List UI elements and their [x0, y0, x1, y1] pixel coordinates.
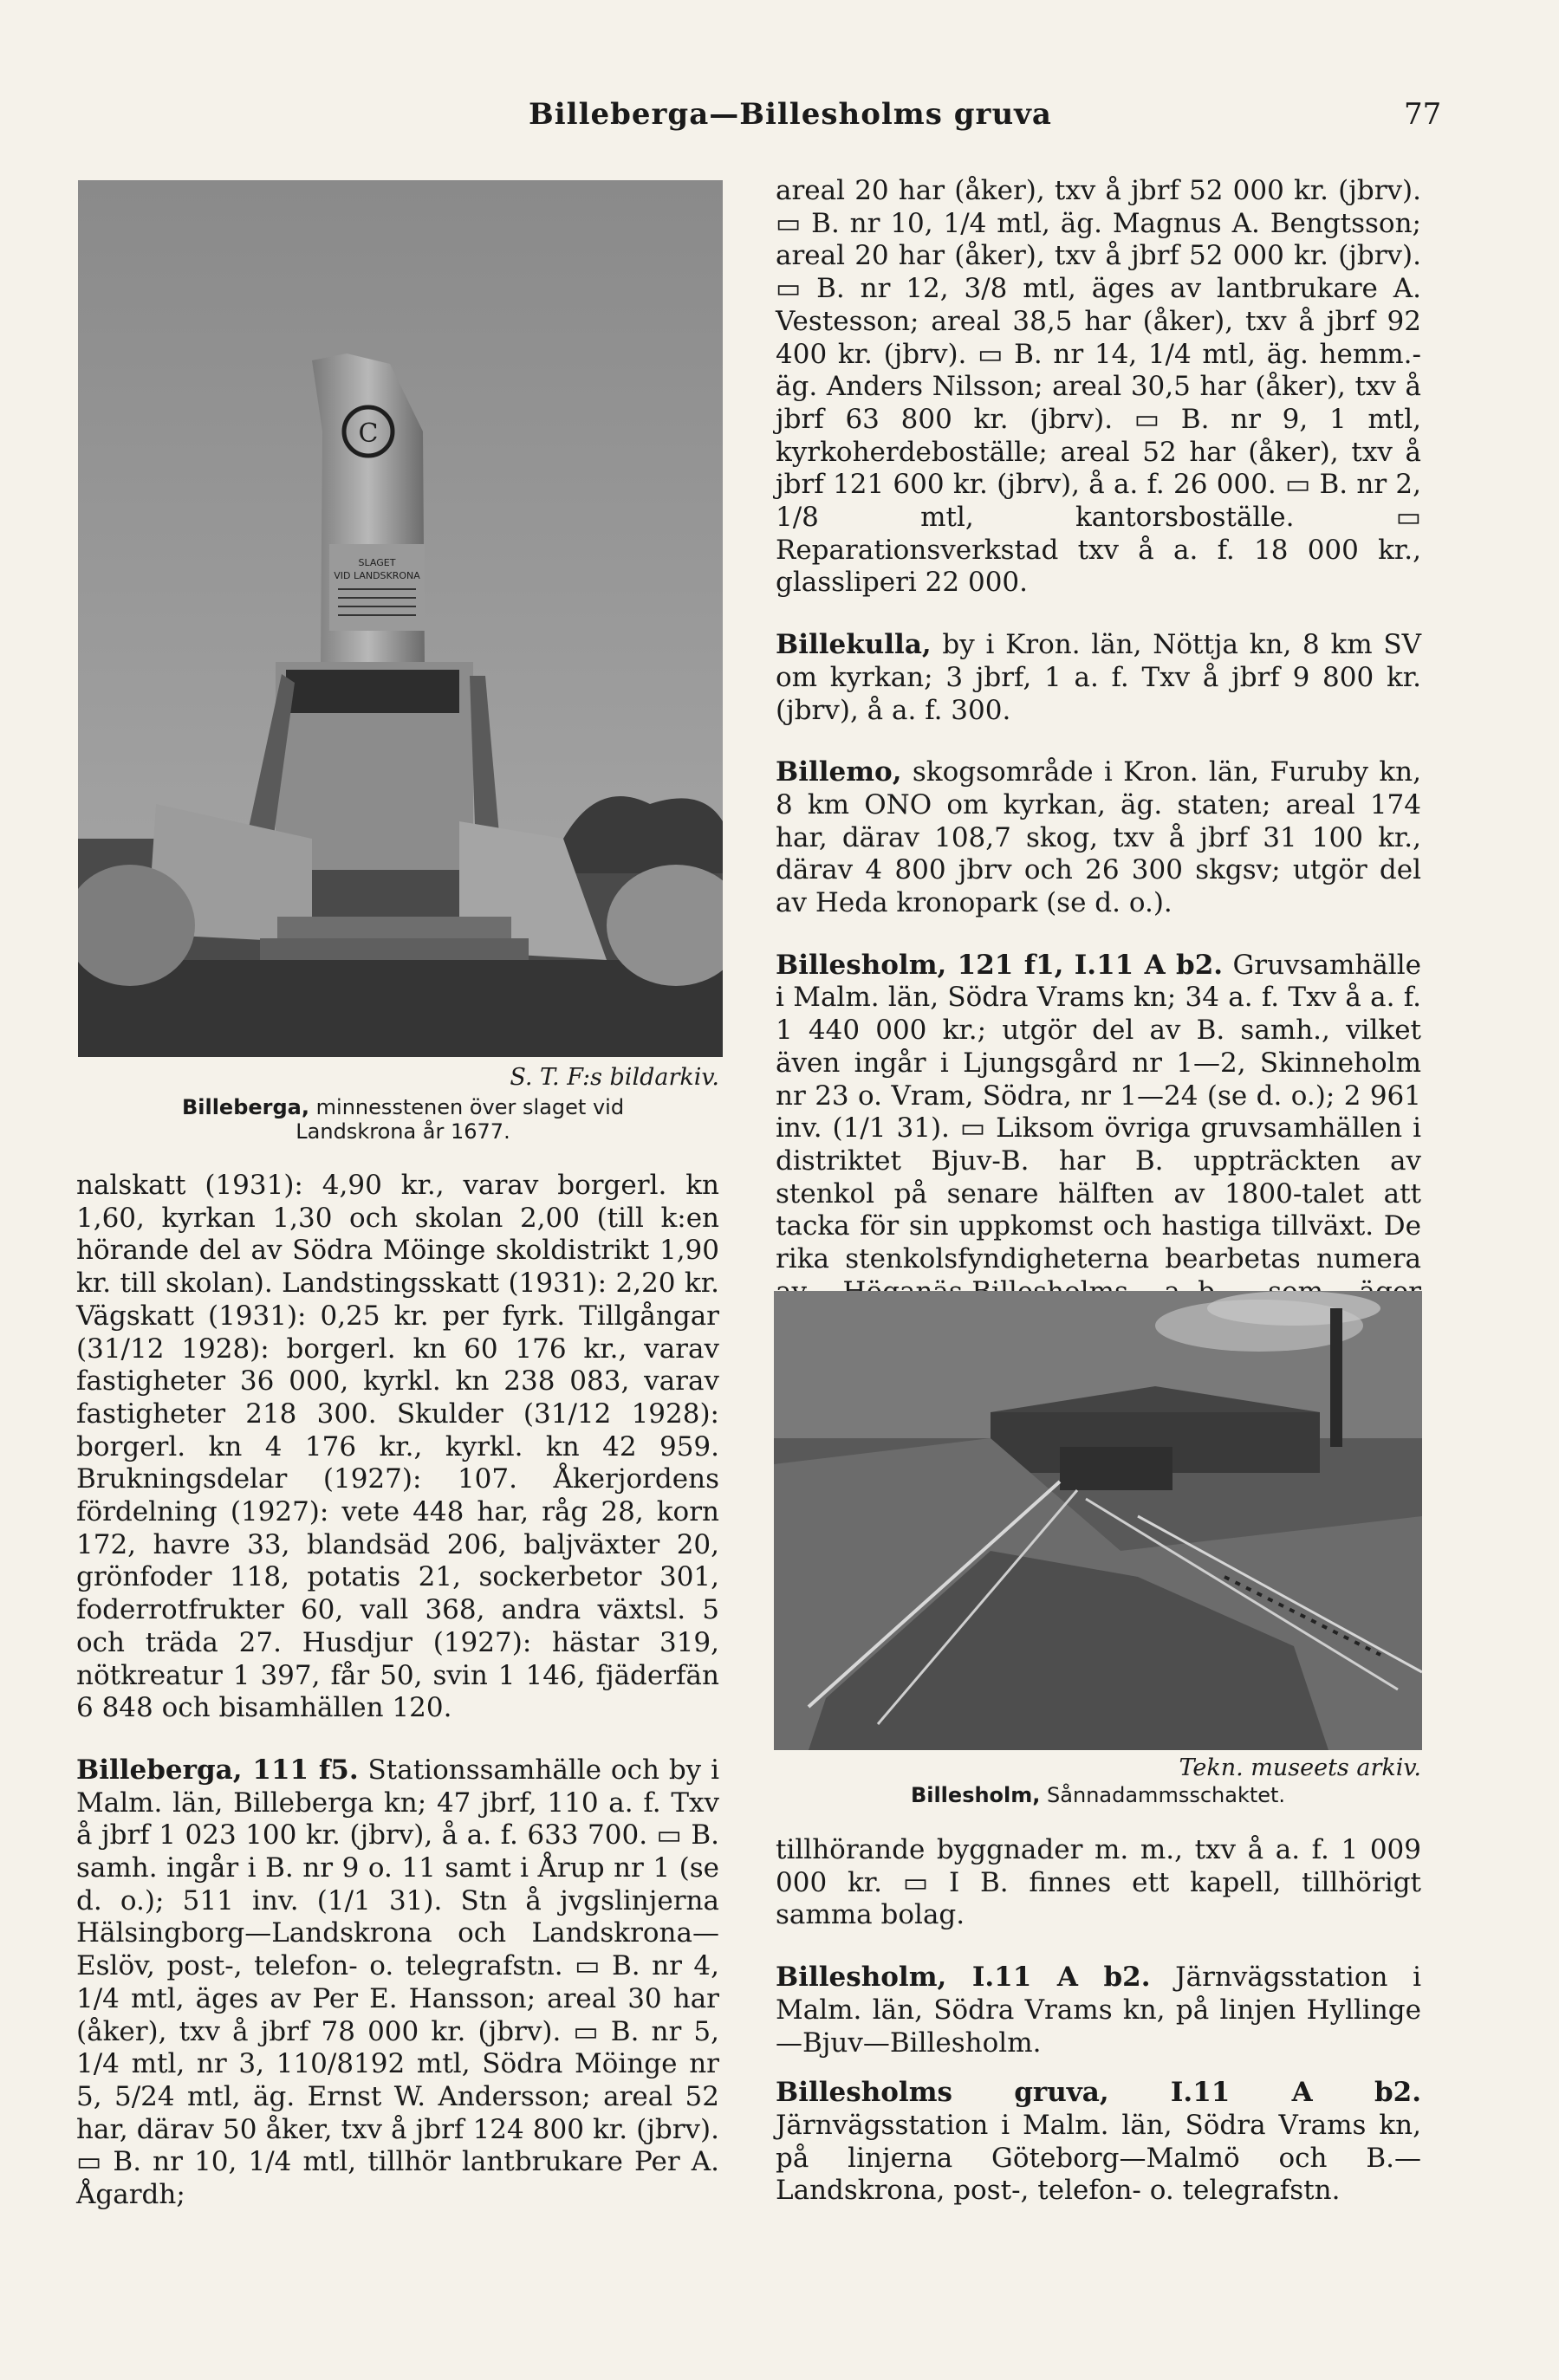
- caption-1-text: minnesstenen över slaget vid Landskrona år 1677.: [296, 1095, 625, 1144]
- photo-credit-1: S. T. F:s bildarkiv.: [510, 1064, 719, 1091]
- caption-1-title: Billeberga,: [181, 1095, 309, 1119]
- entry-billemo-text: skogsområde i Kron. län, Furuby kn, 8 km ONO om kyrkan, äg. staten; areal 174 har, därav 108,7 skog, txv å jbrf 31 100 kr., därav 4 800 jbrv och 26 300 skgsv; utgör del av Heda kronopark (se d. o.).: [776, 756, 1421, 919]
- left-paragraph-1: nalskatt (1931): 4,90 kr., varav borgerl. kn 1,60, kyrkan 1,30 och skolan 2,00 (till k:en hörande del av Södra Möinge skoldistrikt 1,90 kr. till skolan). Landstingsskatt (1931): 2,20 kr. Vägskatt (1931): 0,25 kr. per fyrk. Tillgångar (31/12 1928): borgerl. kn 60 176 kr., varav fastigheter 36 000, kyrkl. kn 238 083, varav fastigheter 218 300. Skulder (31/12 1928): borgerl. kn 4 176 kr., kyrkl. kn 42 959. Brukningsdelar (1927): 107. Åkerjordens fördelning (1927): vete 448 har, råg 28, korn 172, havre 33, blandsäd 206, baljväxter 20, grönfoder 118, potatis 21, sockerbetor 301, foderrotfrukter 60, vall 368, andra växtsl. 5 och träda 27. Husdjur (1927): hästar 319, nötkreatur 1 397, får 50, svin 1 146, fjäderfän 6 848 och bisamhällen 120.: [76, 1170, 719, 1724]
- entry-billesholms-gruva-text: Järnvägsstation i Malm. län, Södra Vrams kn, på linjerna Göteborg—Malmö och B.—Landskrona, post-, telefon- o. telegrafstn.: [776, 2109, 1421, 2207]
- entry-billekulla-head: Billekulla,: [776, 629, 932, 661]
- entry-billesholms-gruva-head: Billesholms gruva, I.11 A b2.: [776, 2077, 1421, 2109]
- entry-billeberga-text: Stationssamhälle och by i Malm. län, Billeberga kn; 47 jbrf, 110 a. f. Txv å jbrf 1 023 100 kr. (jbrv), å a. f. 633 700. ▭ B. samh. ingår i B. nr 9 o. 11 samt i Årup nr 1 (se d. o.); 511 inv. (1/1 31). Stn å jvgslinjerna Hälsingborg—Landskrona och Landskrona—Eslöv, post-, telefon- o. telegrafstn. ▭ B. nr 4, 1/4 mtl, äges av Per E. Hansson; areal 30 har (åker), txv å jbrf 78 000 kr. (jbrv). ▭ B. nr 5, 1/4 mtl, nr 3, 110/8192 mtl, Södra Möinge nr 5, 5/24 mtl, äg. Ernst W. Andersson; areal 52 har, därav 50 åker, txv å jbrf 124 800 kr. (jbrv). ▭ B. nr 10, 1/4 mtl, tillhör lantbrukare Per A. Ågardh;: [76, 1754, 719, 2211]
- entry-billesholm-head: Billesholm, 121 f1, I.11 A b2.: [776, 949, 1224, 981]
- caption-2-title: Billesholm,: [910, 1783, 1041, 1807]
- entry-billekulla: [776, 629, 1421, 727]
- entry-billesholm: [776, 950, 1421, 1341]
- entry-billekulla-text: by i Kron. län, Nöttja kn, 8 km SV om kyrkan; 3 jbrf, 1 a. f. Txv å jbrf 9 800 kr. (jbrv), å a. f. 300.: [776, 629, 1421, 726]
- entry-billesholm-station: [776, 1962, 1421, 2059]
- entry-billemo-head: Billemo,: [776, 756, 902, 788]
- caption-2-text: Sånnadammsschaktet.: [1047, 1783, 1286, 1807]
- left-column: [76, 1170, 719, 2212]
- photo-credit-2: Tekn. museets arkiv.: [1179, 1754, 1421, 1781]
- photo-caption-1: [121, 1095, 685, 1144]
- right-paragraph-1: areal 20 har (åker), txv å jbrf 52 000 kr. (jbrv). ▭ B. nr 10, 1/4 mtl, äg. Magnus A. Bengtsson; areal 20 har (åker), txv å jbrf 52 000 kr. (jbrv). ▭ B. nr 12, 3/8 mtl, äges av lantbrukare A. Vestesson; areal 38,5 har (åker), txv å jbrf 92 400 kr. (jbrv). ▭ B. nr 14, 1/4 mtl, äg. hemm.-äg. Anders Nilsson; areal 30,5 har (åker), txv å jbrf 63 800 kr. (jbrv). ▭ B. nr 9, 1 mtl, kyrkoherdeboställe; areal 52 har (åker), txv å jbrf 121 600 kr. (jbrv), å a. f. 26 000. ▭ B. nr 2, 1/8 mtl, kantorsboställe. ▭ Reparationsverkstad txv å a. f. 18 000 kr., glassliperi 22 000.: [776, 175, 1421, 599]
- entry-billesholm-station-head: Billesholm, I.11 A b2.: [776, 1962, 1151, 1994]
- right-column-top: [776, 175, 1421, 1341]
- entry-billeberga-head: Billeberga, 111 f5.: [76, 1754, 359, 1786]
- right-column-bottom: [776, 1834, 1421, 2208]
- photo-caption-2: [774, 1783, 1422, 1807]
- mine-shaft-photo: [774, 1291, 1422, 1750]
- svg-text:VID LANDSKRONA: VID LANDSKRONA: [334, 570, 420, 581]
- entry-billeberga: [76, 1754, 719, 2212]
- right-paragraph-5: tillhörande byggnader m. m., txv å a. f. 1 009 000 kr. ▭ I B. finnes ett kapell, tillhörigt samma bolag.: [776, 1834, 1421, 1931]
- entry-billesholm-station-text: Järnvägsstation i Malm. län, Södra Vrams kn, på linjen Hyllinge—Bjuv—Billesholm.: [776, 1962, 1422, 2059]
- entry-billesholm-text: Gruvsamhälle i Malm. län, Södra Vrams kn; 34 a. f. Txv å a. f. 1 440 000 kr.; utgör del av B. samh., vilket även ingår i Ljungsgård nr 1—2, Skinneholm nr 23 o. Vram, Södra, nr 1—24 (se d. o.); 2 961 inv. (1/1 31). ▭ Liksom övriga gruvsamhällen i distriktet Bjuv-B. har B. uppträckten av stenkol på senare hälften av 1800-talet att tacka för sin uppkomst och hastiga tillväxt. De rika stenkolsfyndigheterna bearbetas numera: [776, 949, 1421, 1275]
- entry-billemo: [776, 756, 1421, 920]
- page-header: [0, 97, 1559, 140]
- monument-inscription: SLAGET: [358, 557, 396, 568]
- monument-photo: [78, 180, 723, 1057]
- running-title: Billeberga—Billesholms gruva: [529, 97, 1052, 132]
- entry-billesholms-gruva: [776, 2077, 1421, 2208]
- svg-text:C: C: [358, 418, 379, 449]
- page-number: 77: [1404, 97, 1442, 132]
